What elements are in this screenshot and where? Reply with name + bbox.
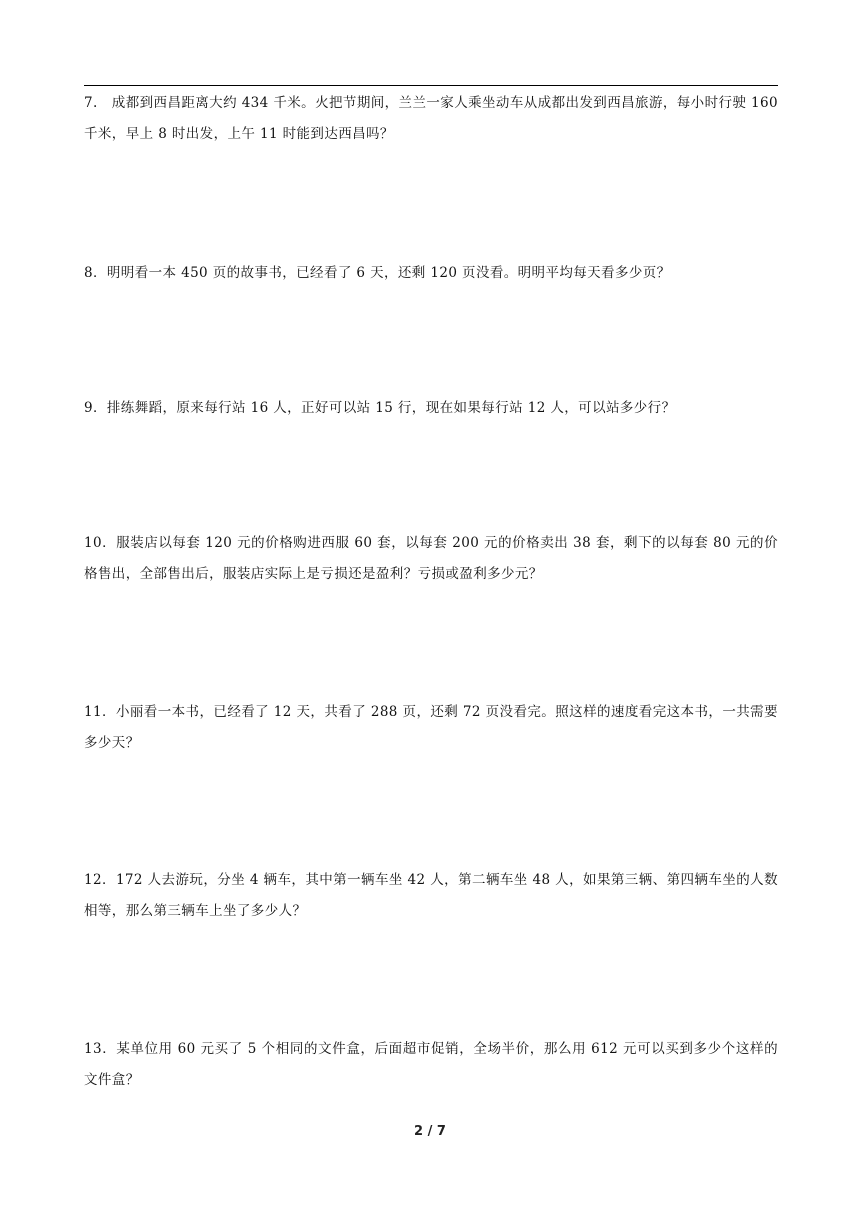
question-number: 13． bbox=[84, 1041, 117, 1057]
question-number: 7. bbox=[84, 95, 98, 111]
question-11 bbox=[84, 697, 778, 759]
question-text: 小丽看一本书，已经看了 12 天，共看了 288 页，还剩 72 页没看完。照这样的速度看完这本书，一共需要多少天？ bbox=[84, 704, 778, 751]
question-number: 9． bbox=[84, 400, 107, 416]
question-8 bbox=[84, 258, 778, 289]
question-number: 11． bbox=[84, 704, 116, 720]
question-12 bbox=[84, 865, 778, 927]
question-9 bbox=[84, 393, 778, 424]
question-text: 成都到西昌距离大约 434 千米。火把节期间，兰兰一家人乘坐动车从成都出发到西昌旅游，每小时行驶 160 千米，早上 8 时出发，上午 11 时能到达西昌吗？ bbox=[84, 95, 778, 142]
question-text: 明明看一本 450 页的故事书，已经看了 6 天，还剩 120 页没看。明明平均每天看多少页？ bbox=[106, 265, 671, 281]
question-text: 172 人去游玩，分坐 4 辆车，其中第一辆车坐 42 人，第二辆车坐 48 人，如果第三辆、第四辆车坐的人数相等，那么第三辆车上坐了多少人？ bbox=[84, 872, 778, 919]
question-number: 10． bbox=[84, 535, 117, 551]
question-text: 排练舞蹈，原来每行站 16 人，正好可以站 15 行，现在如果每行站 12 人，可以站多少行？ bbox=[106, 400, 676, 416]
question-number: 12． bbox=[84, 872, 116, 888]
question-7 bbox=[84, 88, 778, 150]
page-number: 2 / 7 bbox=[414, 1124, 446, 1139]
question-13 bbox=[84, 1034, 778, 1096]
question-text: 服装店以每套 120 元的价格购进西服 60 套，以每套 200 元的价格卖出 38 套，剩下的以每套 80 元的价格售出，全部售出后，服装店实际上是亏损还是盈利？亏损或盈利多少元？ bbox=[84, 535, 778, 582]
question-text: 某单位用 60 元买了 5 个相同的文件盒，后面超市促销，全场半价，那么用 612 元可以买到多少个这样的文件盒？ bbox=[84, 1041, 778, 1088]
question-number: 8． bbox=[84, 265, 107, 281]
header-divider bbox=[84, 85, 778, 86]
question-10 bbox=[84, 528, 778, 590]
